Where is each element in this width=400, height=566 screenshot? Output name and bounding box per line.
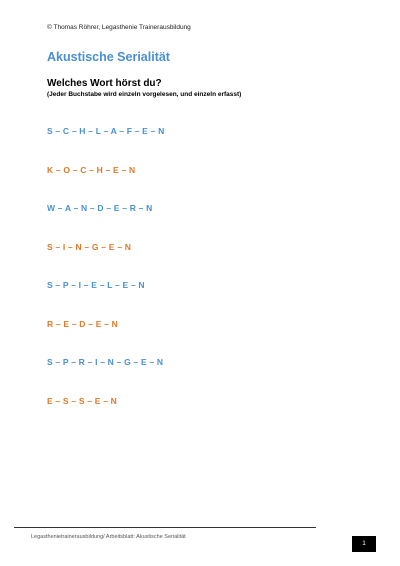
footer-divider bbox=[14, 527, 316, 528]
word-item-4: S – I – N – G – E – N bbox=[47, 241, 132, 252]
header-copyright: © Thomas Röhrer, Legasthenie Trainerausbildung bbox=[47, 24, 191, 31]
word-item-5: S – P – I – E – L – E – N bbox=[47, 280, 145, 290]
page-number: 1 bbox=[352, 536, 376, 552]
question-heading: Welches Wort hörst du? bbox=[47, 78, 162, 89]
word-item-3: W – A – N – D – E – R – N bbox=[47, 203, 153, 213]
instruction-text: (Jeder Buchstabe wird einzeln vorgelesen, und einzeln erfasst) bbox=[47, 91, 242, 98]
word-item-1: S – C – H – L – A – F – E – N bbox=[47, 126, 165, 136]
footer-text: Legasthenietrainerausbildung/ Arbeitsblatt: Akustische Serialität bbox=[31, 534, 186, 540]
word-item-8: E – S – S – E – N bbox=[47, 395, 118, 406]
word-item-7: S – P – R – I – N – G – E – N bbox=[47, 357, 164, 367]
word-item-6: R – E – D – E – N bbox=[47, 318, 118, 329]
word-list bbox=[47, 126, 164, 434]
word-item-2: K – O – C – H – E – N bbox=[47, 164, 136, 175]
page-title: Akustische Serialität bbox=[47, 50, 170, 64]
